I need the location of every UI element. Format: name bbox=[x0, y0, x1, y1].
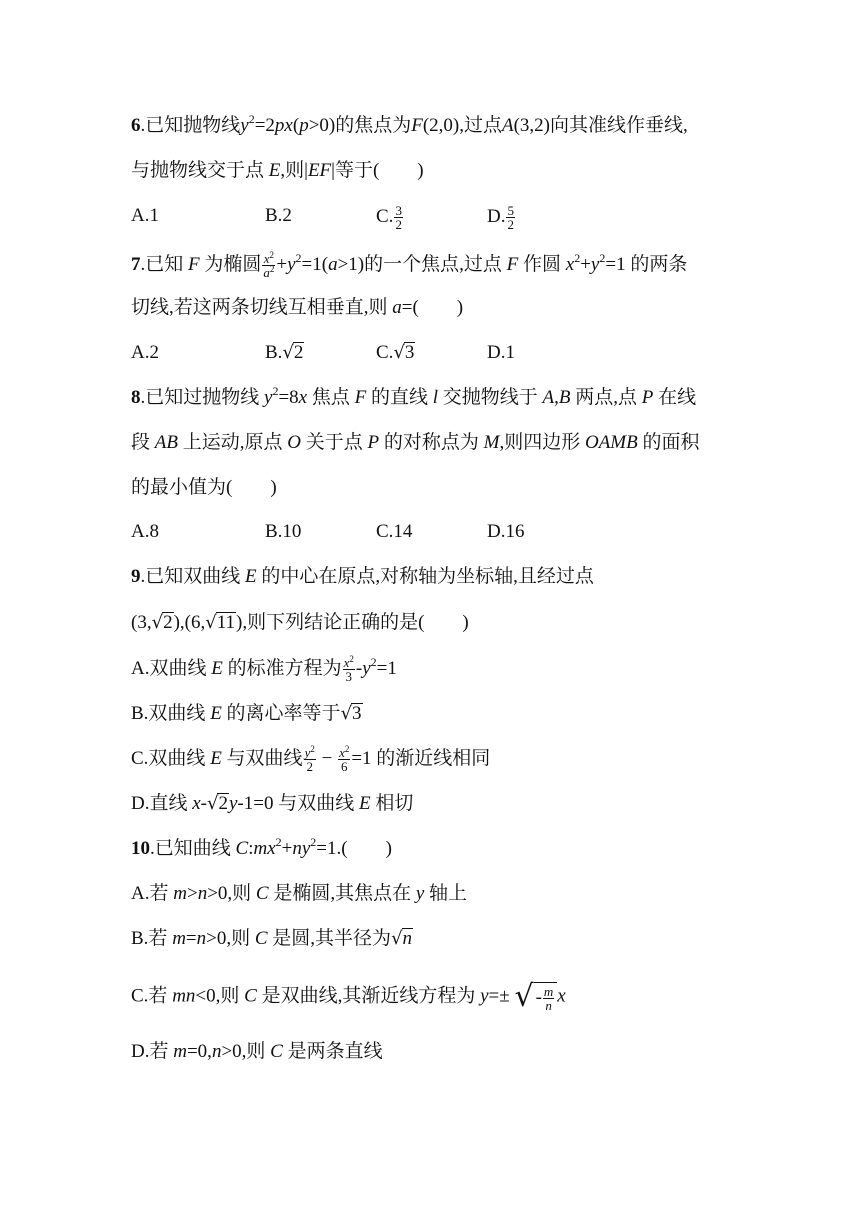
q8-option-b: B.10 bbox=[265, 521, 302, 542]
q6-option-b: B.2 bbox=[265, 205, 292, 226]
q10-option-d: D.若 m=0,n>0,则 C 是两条直线 bbox=[131, 1041, 383, 1062]
q10-option-a: A.若 m>n>0,则 C 是椭圆,其焦点在 y 轴上 bbox=[131, 883, 468, 904]
q8-option-c: C.14 bbox=[376, 521, 413, 542]
q6-stem-line2: 与抛物线交于点 E,则|EF|等于( ) bbox=[131, 160, 424, 181]
q6-option-a: A.1 bbox=[131, 205, 159, 226]
q7-option-c: C.√3 bbox=[376, 342, 415, 363]
q6-option-c: C. $\frac{3}{2}$ bbox=[376, 203, 402, 232]
q7-option-d: D.1 bbox=[487, 342, 515, 363]
q8-stem-line2: 段 AB 上运动,原点 O 关于点 P 的对称点为 M,则四边形 OAMB 的面积 bbox=[131, 432, 700, 453]
q9-option-b: B.双曲线 E 的离心率等于√3 bbox=[131, 703, 362, 724]
q8-stem-line3: 的最小值为( ) bbox=[131, 477, 277, 498]
q9-stem-line2: (3,√2),(6,√11),则下列结论正确的是( ) bbox=[131, 612, 469, 633]
q6-stem-line1: 6.已知抛物线$y^2=2px(p>0)$的焦点为F(2,0),过点A(3,2)向其准线作垂线, bbox=[131, 112, 688, 136]
q10-option-b: B.若 m=n>0,则 C 是圆,其半径为√n bbox=[131, 928, 413, 949]
q9-stem-line1: 9.已知双曲线 E 的中心在原点,对称轴为坐标轴,且经过点 bbox=[131, 566, 594, 587]
q9-option-c: C.双曲线 E 与双曲线 $\frac{y^2}{2}$ − $\frac{x^2}{6}$ =1 的渐近线相同 bbox=[131, 744, 491, 774]
q9-option-d: D.直线 x-√2y-1=0 与双曲线 E 相切 bbox=[131, 793, 414, 814]
q10-stem: 10.已知曲线 $C:mx^2+ny^2=1$.( ) bbox=[131, 835, 392, 859]
q7-option-a: A.2 bbox=[131, 342, 159, 363]
q9-option-a: A.双曲线 E 的标准方程为 $\frac{x^2}{3}$ $-y^2=1$ bbox=[131, 654, 397, 684]
q10-option-c: C.若 mn<0,则 C 是双曲线,其渐近线方程为 y=± √ - $\frac{m}{n}$ x bbox=[131, 979, 566, 1014]
q8-option-d: D.16 bbox=[487, 521, 525, 542]
q8-option-a: A.8 bbox=[131, 521, 159, 542]
q6-option-d: D. $\frac{5}{2}$ bbox=[487, 203, 514, 232]
q7-stem-line2: 切线,若这两条切线互相垂直,则 a=( ) bbox=[131, 297, 464, 318]
q8-stem-line1: 8.已知过抛物线 $y^2=8x$ 焦点 F 的直线 l 交抛物线于 A,B 两点,点 P 在线 bbox=[131, 384, 697, 408]
q7-stem-line1: 7.已知 F 为椭圆 $\frac{x^2}{a^2}$ $+y^2=1(a>1)$的一个焦点,过点 F 作圆 $x^2+y^2=1$ 的两条 bbox=[131, 250, 688, 280]
q7-option-b: B.√2 bbox=[265, 342, 304, 363]
